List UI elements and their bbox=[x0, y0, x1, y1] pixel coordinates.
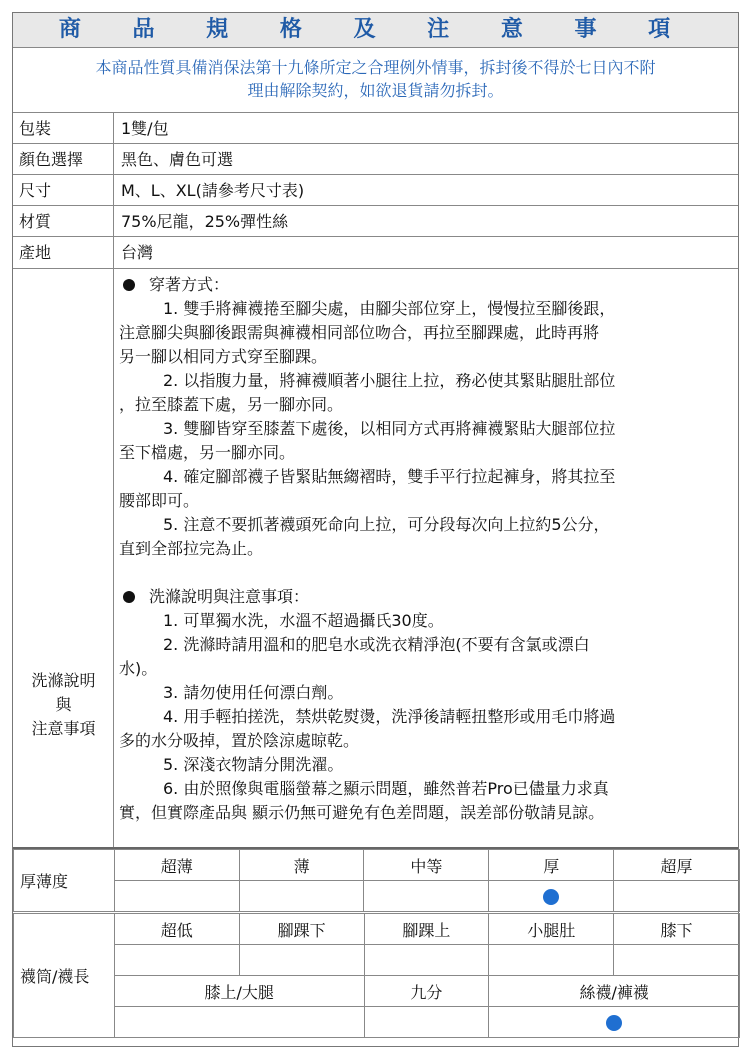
section-heading-washing: 洗滌說明與注意事項： bbox=[119, 585, 734, 609]
length-label: 襪筒/襪長 bbox=[14, 914, 115, 1038]
length-mark-cell bbox=[364, 945, 489, 976]
care-label bbox=[13, 269, 114, 847]
care-line: 水)。 bbox=[119, 659, 158, 678]
spec-row-origin bbox=[13, 237, 738, 269]
spec-label: 包裝 bbox=[13, 113, 114, 143]
length-mark-cell bbox=[114, 945, 239, 976]
spec-row-size bbox=[13, 175, 738, 206]
care-line: ，拉至膝蓋下處，另一腳亦同。 bbox=[119, 395, 344, 414]
length-option: 腳踝上 bbox=[364, 914, 489, 945]
care-line: 2. 洗滌時請用溫和的肥皂水或洗衣精淨泡(不要有含氯或漂白 bbox=[163, 635, 590, 654]
product-spec-sheet bbox=[12, 12, 739, 1047]
care-line: 多的水分吸掉，置於陰涼處晾乾。 bbox=[119, 731, 360, 750]
care-line: 腰部即可。 bbox=[119, 491, 200, 510]
care-line: 5. 深淺衣物請分開洗濯。 bbox=[163, 755, 344, 774]
thickness-table bbox=[13, 849, 740, 912]
thickness-label: 厚薄度 bbox=[14, 850, 115, 912]
length-table bbox=[13, 913, 740, 1038]
length-option: 絲襪/褲襪 bbox=[489, 976, 740, 1007]
care-line: 2. 以指腹力量，將褲襪順著小腿往上拉，務必使其緊貼腿肚部位 bbox=[163, 371, 616, 390]
care-line: 實，但實際產品與 顯示仍無可避免有色差問題，誤差部份敬請見諒。 bbox=[119, 803, 605, 822]
care-instructions-row bbox=[13, 269, 738, 849]
return-notice-line2: 理由解除契約，如欲退貨請勿拆封。 bbox=[247, 81, 504, 100]
spec-value: 1雙/包 bbox=[121, 119, 169, 138]
spec-label: 尺寸 bbox=[13, 175, 114, 205]
thickness-mark-cell bbox=[614, 881, 740, 912]
length-option: 腳踝下 bbox=[239, 914, 364, 945]
care-line: 5. 注意不要抓著襪頭死命向上拉，可分段每次向上拉約5公分， bbox=[163, 515, 610, 534]
care-line: 1. 雙手將褲襪捲至腳尖處，由腳尖部位穿上，慢慢拉至腳後跟， bbox=[163, 299, 616, 318]
spec-value: 台灣 bbox=[121, 243, 154, 262]
care-line: 另一腳以相同方式穿至腳踝。 bbox=[119, 347, 328, 366]
thickness-option: 超厚 bbox=[614, 850, 740, 881]
page-title: 商 品 規 格 及 注 意 事 項 bbox=[13, 13, 738, 48]
spec-value: 黑色、膚色可選 bbox=[121, 150, 234, 169]
care-line: 6. 由於照像與電腦螢幕之顯示問題，雖然普若Pro已儘量力求真 bbox=[163, 779, 609, 798]
section-heading-wearing: 穿著方式： bbox=[119, 273, 734, 297]
selected-dot-icon bbox=[543, 889, 559, 905]
thickness-mark-cell bbox=[489, 881, 614, 912]
length-mark-cell bbox=[489, 945, 614, 976]
length-mark-cell bbox=[114, 1007, 364, 1038]
spec-row-color bbox=[13, 144, 738, 175]
thickness-option: 中等 bbox=[364, 850, 489, 881]
care-label-line3: 注意事項 bbox=[31, 719, 96, 738]
spec-row-packaging bbox=[13, 113, 738, 144]
thickness-option: 薄 bbox=[239, 850, 364, 881]
thickness-mark-cell bbox=[239, 881, 364, 912]
length-mark-cell bbox=[489, 1007, 740, 1038]
bullet-icon bbox=[123, 591, 135, 603]
care-label-line2: 與 bbox=[55, 695, 72, 714]
care-line: 3. 請勿使用任何漂白劑。 bbox=[163, 683, 344, 702]
return-notice bbox=[13, 48, 738, 113]
thickness-option: 厚 bbox=[489, 850, 614, 881]
length-mark-cell bbox=[239, 945, 364, 976]
length-option: 九分 bbox=[364, 976, 489, 1007]
care-body bbox=[119, 273, 734, 825]
length-option: 小腿肚 bbox=[489, 914, 614, 945]
care-line: 4. 用手輕拍搓洗，禁烘乾熨燙，洗淨後請輕扭整形或用毛巾將過 bbox=[163, 707, 616, 726]
spec-label: 材質 bbox=[13, 206, 114, 236]
length-mark-cell bbox=[364, 1007, 489, 1038]
thickness-option: 超薄 bbox=[114, 850, 239, 881]
spec-value: 75%尼龍，25%彈性絲 bbox=[121, 212, 289, 231]
care-line: 4. 確定腳部襪子皆緊貼無縐褶時，雙手平行拉起褲身，將其拉至 bbox=[163, 467, 616, 486]
care-line: 至下檔處，另一腳亦同。 bbox=[119, 443, 296, 462]
thickness-mark-cell bbox=[114, 881, 239, 912]
selected-dot-icon bbox=[606, 1015, 622, 1031]
length-option: 膝上/大腿 bbox=[114, 976, 364, 1007]
return-notice-line1: 本商品性質具備消保法第十九條所定之合理例外情事，拆封後不得於七日內不附 bbox=[95, 58, 656, 77]
spec-row-material bbox=[13, 206, 738, 237]
length-option: 膝下 bbox=[614, 914, 740, 945]
care-label-line1: 洗滌說明 bbox=[31, 671, 96, 690]
length-mark-cell bbox=[614, 945, 740, 976]
length-option: 超低 bbox=[114, 914, 239, 945]
care-line: 1. 可單獨水洗，水溫不超過攝氏30度。 bbox=[163, 611, 444, 630]
bullet-icon bbox=[123, 279, 135, 291]
spec-label: 顏色選擇 bbox=[13, 144, 114, 174]
spec-label: 產地 bbox=[13, 237, 114, 268]
care-line: 注意腳尖與腳後跟需與褲襪相同部位吻合，再拉至腳踝處，此時再將 bbox=[119, 323, 600, 342]
care-line: 3. 雙腳皆穿至膝蓋下處後，以相同方式再將褲襪緊貼大腿部位拉 bbox=[163, 419, 616, 438]
spec-value: M、L、XL(請參考尺寸表) bbox=[121, 181, 305, 200]
thickness-mark-cell bbox=[364, 881, 489, 912]
care-line: 直到全部拉完為止。 bbox=[119, 539, 264, 558]
